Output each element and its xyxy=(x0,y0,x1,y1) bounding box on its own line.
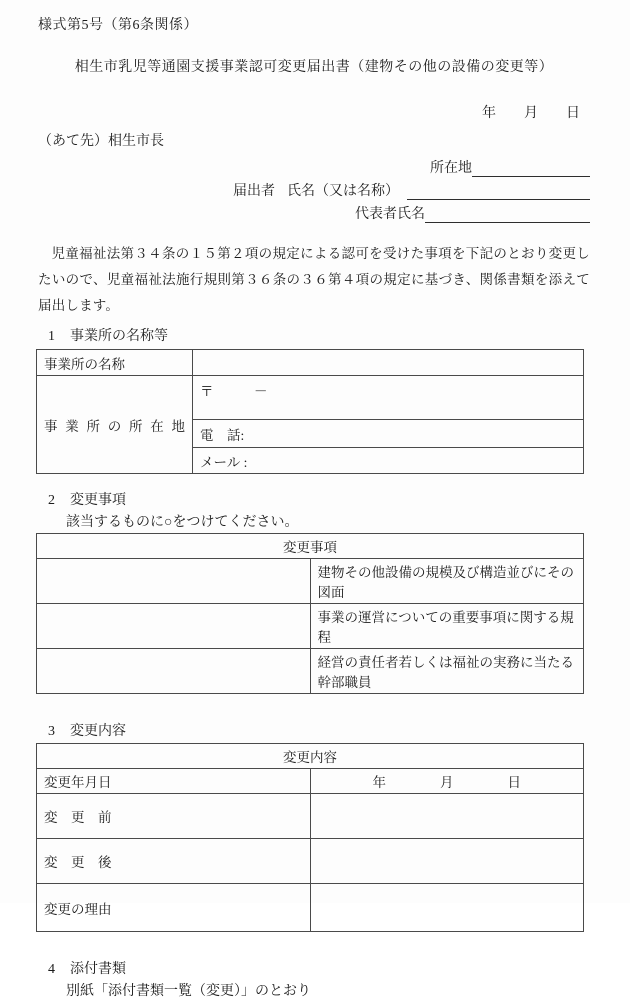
office-name-label: 事業所の名称 xyxy=(37,350,193,376)
postal-address-input-cell[interactable]: 〒 － xyxy=(193,376,584,420)
office-address-label xyxy=(37,376,193,474)
before-change-label: 変 更 前 xyxy=(37,794,311,839)
name-fill-line[interactable] xyxy=(407,182,590,200)
section2-heading xyxy=(38,489,590,509)
body-paragraph: 児童福祉法第３４条の１５第２項の規定による認可を受けた事項を下記のとおり変更したいので、児童福祉法施行規則第３６条の３６第４項の規定に基づき、関係書類を添えて届出します。 xyxy=(38,246,590,313)
change-details-header: 変更内容 xyxy=(37,744,584,769)
table-row xyxy=(37,649,584,694)
representative-label: 代表者氏名 xyxy=(355,207,425,222)
name-label: 氏名（又は名称） xyxy=(287,184,399,199)
change-item-label: 建物その他設備の規模及び構造並びにその図面 xyxy=(310,559,584,604)
form-number: 様式第5号（第6条関係） xyxy=(38,18,198,33)
notifier-label: 届出者 xyxy=(233,184,275,199)
table-row xyxy=(37,839,584,884)
change-reason-label: 変更の理由 xyxy=(37,884,311,932)
section3-title: 変更内容 xyxy=(70,724,126,739)
change-items-header: 変更事項 xyxy=(37,534,584,559)
change-details-table xyxy=(36,743,584,932)
table-row xyxy=(37,794,584,839)
table-row xyxy=(37,350,584,376)
section4-heading xyxy=(38,958,590,978)
address-label: 所在地 xyxy=(430,161,472,176)
table-row xyxy=(37,604,584,649)
change-items-table xyxy=(36,533,584,694)
section1-number: 1 xyxy=(48,329,55,344)
section2-instruction: 該当するものに○をつけてください。 xyxy=(66,515,299,530)
change-date-input-cell[interactable]: 年 月 日 xyxy=(310,769,584,794)
circle-mark-cell[interactable] xyxy=(37,604,311,649)
section1-title: 事業所の名称等 xyxy=(70,329,168,344)
submitter-address-row xyxy=(38,154,590,177)
addressee: （あて先）相生市長 xyxy=(38,134,164,149)
change-item-label: 経営の責任者若しくは福祉の実務に当たる幹部職員 xyxy=(310,649,584,694)
section2-title: 変更事項 xyxy=(70,493,126,508)
table-row xyxy=(37,559,584,604)
submitter-representative-row xyxy=(38,200,590,223)
date-line: 年 月 日 xyxy=(482,106,580,121)
office-info-table xyxy=(36,349,584,474)
table-row xyxy=(37,884,584,932)
change-item-label: 事業の運営についての重要事項に関する規程 xyxy=(310,604,584,649)
document-title: 相生市乳児等通園支援事業認可変更届出書（建物その他の設備の変更等） xyxy=(74,60,554,75)
section3-heading xyxy=(38,720,590,740)
submitter-block xyxy=(38,154,590,223)
section1-heading xyxy=(38,325,590,345)
section3-number: 3 xyxy=(48,724,55,739)
after-change-input-cell[interactable] xyxy=(310,839,584,884)
table-header-row xyxy=(37,744,584,769)
section2-number: 2 xyxy=(48,493,55,508)
after-change-label: 変 更 後 xyxy=(37,839,311,884)
office-address-label-text: 事業所の所在地 xyxy=(44,418,185,434)
section4-title: 添付書類 xyxy=(70,962,126,977)
phone-input-cell[interactable]: 電 話: xyxy=(193,420,584,448)
address-fill-line[interactable] xyxy=(472,159,590,177)
section4-number: 4 xyxy=(48,962,55,977)
change-reason-input-cell[interactable] xyxy=(310,884,584,932)
table-header-row xyxy=(37,534,584,559)
table-row xyxy=(37,376,584,420)
section4-note: 別紙「添付書類一覧（変更）」のとおり xyxy=(66,984,311,999)
circle-mark-cell[interactable] xyxy=(37,649,311,694)
change-date-label: 変更年月日 xyxy=(37,769,311,794)
mail-input-cell[interactable]: メール : xyxy=(193,448,584,474)
before-change-input-cell[interactable] xyxy=(310,794,584,839)
submitter-name-row xyxy=(38,177,590,200)
office-name-input-cell[interactable] xyxy=(193,350,584,376)
circle-mark-cell[interactable] xyxy=(37,559,311,604)
table-row xyxy=(37,769,584,794)
representative-fill-line[interactable] xyxy=(425,205,590,223)
